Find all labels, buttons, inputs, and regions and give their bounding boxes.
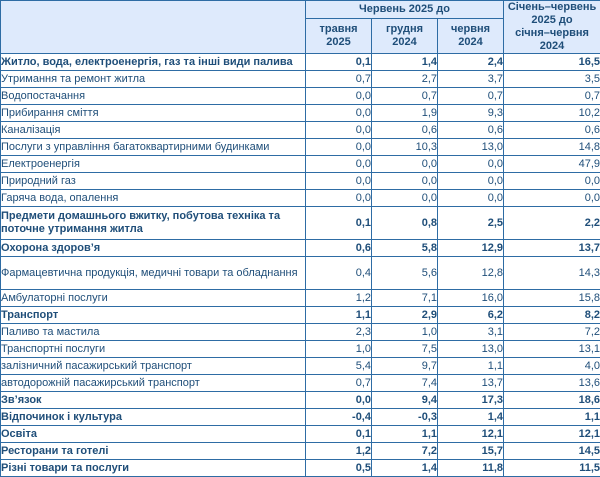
value-jan-june-vs-jan-june-2024: 4,0 <box>504 358 600 375</box>
row-label: Предмети домашнього вжитку, побутова техніка та поточне утримання житла <box>1 207 306 240</box>
header-sub3-line2: 2024 <box>438 36 503 49</box>
value-jan-june-vs-jan-june-2024: 0,0 <box>504 190 600 207</box>
value-vs-dec-2024: 0,0 <box>372 156 438 173</box>
row-label: автодорожній пасажирський транспорт <box>1 375 306 392</box>
value-vs-dec-2024: 9,4 <box>372 392 438 409</box>
table-row <box>1 409 600 426</box>
value-vs-dec-2024: 9,7 <box>372 358 438 375</box>
row-label: Природний газ <box>1 173 306 190</box>
value-jan-june-vs-jan-june-2024: 1,1 <box>504 409 600 426</box>
value-vs-dec-2024: 7,5 <box>372 341 438 358</box>
row-label: Фармацевтична продукція, медичні товари та обладнання <box>1 257 306 290</box>
header-col-jan-june-2025 <box>504 1 600 54</box>
value-vs-may-2025: 0,1 <box>306 54 372 71</box>
value-vs-dec-2024: 7,2 <box>372 443 438 460</box>
value-vs-june-2024: 13,0 <box>438 139 504 156</box>
row-label: Транспорт <box>1 307 306 324</box>
table-row <box>1 71 600 88</box>
table-row <box>1 307 600 324</box>
table-row <box>1 358 600 375</box>
header-sub3-line1: червня <box>438 23 503 36</box>
value-jan-june-vs-jan-june-2024: 10,2 <box>504 105 600 122</box>
value-vs-may-2025: 0,0 <box>306 156 372 173</box>
table-row <box>1 426 600 443</box>
value-vs-may-2025: 1,2 <box>306 290 372 307</box>
row-label: Послуги з управління багатоквартирними будинками <box>1 139 306 156</box>
row-label: Ресторани та готелі <box>1 443 306 460</box>
value-vs-may-2025: 0,1 <box>306 207 372 240</box>
value-vs-dec-2024: 2,7 <box>372 71 438 88</box>
value-jan-june-vs-jan-june-2024: 13,6 <box>504 375 600 392</box>
value-vs-may-2025: 0,0 <box>306 105 372 122</box>
value-vs-june-2024: 3,7 <box>438 71 504 88</box>
value-jan-june-vs-jan-june-2024: 18,6 <box>504 392 600 409</box>
value-vs-may-2025: 0,7 <box>306 71 372 88</box>
header-sub2-line1: грудня <box>372 23 437 36</box>
value-vs-june-2024: 2,5 <box>438 207 504 240</box>
value-vs-may-2025: 1,0 <box>306 341 372 358</box>
value-jan-june-vs-jan-june-2024: 12,1 <box>504 426 600 443</box>
value-vs-may-2025: 2,3 <box>306 324 372 341</box>
table-row <box>1 341 600 358</box>
value-vs-june-2024: 2,4 <box>438 54 504 71</box>
value-vs-dec-2024: 5,6 <box>372 257 438 290</box>
value-jan-june-vs-jan-june-2024: 14,5 <box>504 443 600 460</box>
table-row <box>1 105 600 122</box>
table-row <box>1 88 600 105</box>
value-vs-may-2025: 0,0 <box>306 392 372 409</box>
table-row <box>1 290 600 307</box>
value-jan-june-vs-jan-june-2024: 3,5 <box>504 71 600 88</box>
value-vs-may-2025: 0,0 <box>306 88 372 105</box>
value-vs-dec-2024: 0,6 <box>372 122 438 139</box>
value-vs-dec-2024: 1,9 <box>372 105 438 122</box>
value-vs-june-2024: 12,9 <box>438 240 504 257</box>
table-row <box>1 139 600 156</box>
value-vs-june-2024: 12,8 <box>438 257 504 290</box>
value-vs-dec-2024: 0,7 <box>372 88 438 105</box>
value-vs-dec-2024: 7,4 <box>372 375 438 392</box>
header-col-may-2025 <box>306 19 372 54</box>
value-vs-dec-2024: 0,0 <box>372 173 438 190</box>
value-vs-may-2025: 1,2 <box>306 443 372 460</box>
value-vs-june-2024: 0,6 <box>438 122 504 139</box>
header-last-line3: січня–червня <box>504 27 600 40</box>
value-jan-june-vs-jan-june-2024: 7,2 <box>504 324 600 341</box>
header-last-line4: 2024 <box>504 40 600 53</box>
value-vs-may-2025: -0,4 <box>306 409 372 426</box>
row-label: Освіта <box>1 426 306 443</box>
value-vs-june-2024: 0,7 <box>438 88 504 105</box>
value-vs-may-2025: 0,0 <box>306 122 372 139</box>
row-label: Житло, вода, електроенергія, газ та інші види палива <box>1 54 306 71</box>
value-vs-may-2025: 0,4 <box>306 257 372 290</box>
value-vs-dec-2024: 0,0 <box>372 190 438 207</box>
table-row <box>1 190 600 207</box>
header-last-line2: 2025 до <box>504 14 600 27</box>
table-row <box>1 257 600 290</box>
table-body <box>1 54 600 477</box>
table-row <box>1 443 600 460</box>
table-row <box>1 122 600 139</box>
value-jan-june-vs-jan-june-2024: 16,5 <box>504 54 600 71</box>
row-label: Каналізація <box>1 122 306 139</box>
header-corner-blank <box>1 1 306 54</box>
row-label: Прибирання сміття <box>1 105 306 122</box>
table-row <box>1 54 600 71</box>
header-last-line1: Січень–червень <box>504 1 600 14</box>
table-row <box>1 156 600 173</box>
row-label: Паливо та мастила <box>1 324 306 341</box>
value-vs-june-2024: 6,2 <box>438 307 504 324</box>
value-vs-june-2024: 17,3 <box>438 392 504 409</box>
value-vs-june-2024: 0,0 <box>438 156 504 173</box>
value-vs-june-2024: 11,8 <box>438 460 504 477</box>
value-jan-june-vs-jan-june-2024: 14,8 <box>504 139 600 156</box>
table-header <box>1 1 600 54</box>
value-vs-june-2024: 12,1 <box>438 426 504 443</box>
value-vs-may-2025: 0,5 <box>306 460 372 477</box>
row-label: Гаряча вода, опалення <box>1 190 306 207</box>
value-vs-may-2025: 0,0 <box>306 190 372 207</box>
value-vs-june-2024: 0,0 <box>438 190 504 207</box>
row-label: Різні товари та послуги <box>1 460 306 477</box>
row-label: залізничний пасажирський транспорт <box>1 358 306 375</box>
table-row <box>1 375 600 392</box>
value-jan-june-vs-jan-june-2024: 2,2 <box>504 207 600 240</box>
value-jan-june-vs-jan-june-2024: 13,1 <box>504 341 600 358</box>
header-sub1-line1: травня <box>306 23 371 36</box>
table-row <box>1 240 600 257</box>
table-row <box>1 207 600 240</box>
table-row <box>1 173 600 190</box>
value-jan-june-vs-jan-june-2024: 47,9 <box>504 156 600 173</box>
value-jan-june-vs-jan-june-2024: 14,3 <box>504 257 600 290</box>
table-row <box>1 324 600 341</box>
header-col-dec-2024 <box>372 19 438 54</box>
header-sub2-line2: 2024 <box>372 36 437 49</box>
value-vs-dec-2024: 5,8 <box>372 240 438 257</box>
value-vs-june-2024: 9,3 <box>438 105 504 122</box>
value-jan-june-vs-jan-june-2024: 0,7 <box>504 88 600 105</box>
value-vs-may-2025: 0,0 <box>306 139 372 156</box>
row-label: Електроенергія <box>1 156 306 173</box>
row-label: Зв’язок <box>1 392 306 409</box>
row-label: Амбулаторні послуги <box>1 290 306 307</box>
value-vs-june-2024: 13,0 <box>438 341 504 358</box>
value-vs-june-2024: 3,1 <box>438 324 504 341</box>
row-label: Охорона здоров’я <box>1 240 306 257</box>
value-jan-june-vs-jan-june-2024: 0,0 <box>504 173 600 190</box>
value-jan-june-vs-jan-june-2024: 15,8 <box>504 290 600 307</box>
value-vs-dec-2024: 10,3 <box>372 139 438 156</box>
row-label: Водопостачання <box>1 88 306 105</box>
header-sub1-line2: 2025 <box>306 36 371 49</box>
row-label: Транспортні послуги <box>1 341 306 358</box>
value-jan-june-vs-jan-june-2024: 0,6 <box>504 122 600 139</box>
value-vs-may-2025: 5,4 <box>306 358 372 375</box>
value-vs-june-2024: 15,7 <box>438 443 504 460</box>
value-vs-june-2024: 16,0 <box>438 290 504 307</box>
table-row <box>1 392 600 409</box>
value-vs-may-2025: 0,6 <box>306 240 372 257</box>
value-vs-dec-2024: 7,1 <box>372 290 438 307</box>
header-col-june-2024 <box>438 19 504 54</box>
value-vs-dec-2024: -0,3 <box>372 409 438 426</box>
value-vs-june-2024: 0,0 <box>438 173 504 190</box>
value-vs-june-2024: 1,4 <box>438 409 504 426</box>
value-vs-dec-2024: 1,4 <box>372 460 438 477</box>
value-vs-dec-2024: 2,9 <box>372 307 438 324</box>
table-row <box>1 460 600 477</box>
value-jan-june-vs-jan-june-2024: 8,2 <box>504 307 600 324</box>
value-vs-dec-2024: 1,1 <box>372 426 438 443</box>
value-vs-june-2024: 13,7 <box>438 375 504 392</box>
header-row-group <box>1 1 600 19</box>
value-vs-dec-2024: 1,0 <box>372 324 438 341</box>
value-vs-may-2025: 1,1 <box>306 307 372 324</box>
value-vs-dec-2024: 0,8 <box>372 207 438 240</box>
value-jan-june-vs-jan-june-2024: 13,7 <box>504 240 600 257</box>
value-vs-dec-2024: 1,4 <box>372 54 438 71</box>
value-vs-may-2025: 0,0 <box>306 173 372 190</box>
row-label: Утримання та ремонт житла <box>1 71 306 88</box>
value-vs-may-2025: 0,7 <box>306 375 372 392</box>
value-jan-june-vs-jan-june-2024: 11,5 <box>504 460 600 477</box>
value-vs-may-2025: 0,1 <box>306 426 372 443</box>
value-vs-june-2024: 1,1 <box>438 358 504 375</box>
row-label: Відпочинок і культура <box>1 409 306 426</box>
header-group-june-2025: Червень 2025 до <box>306 1 504 19</box>
